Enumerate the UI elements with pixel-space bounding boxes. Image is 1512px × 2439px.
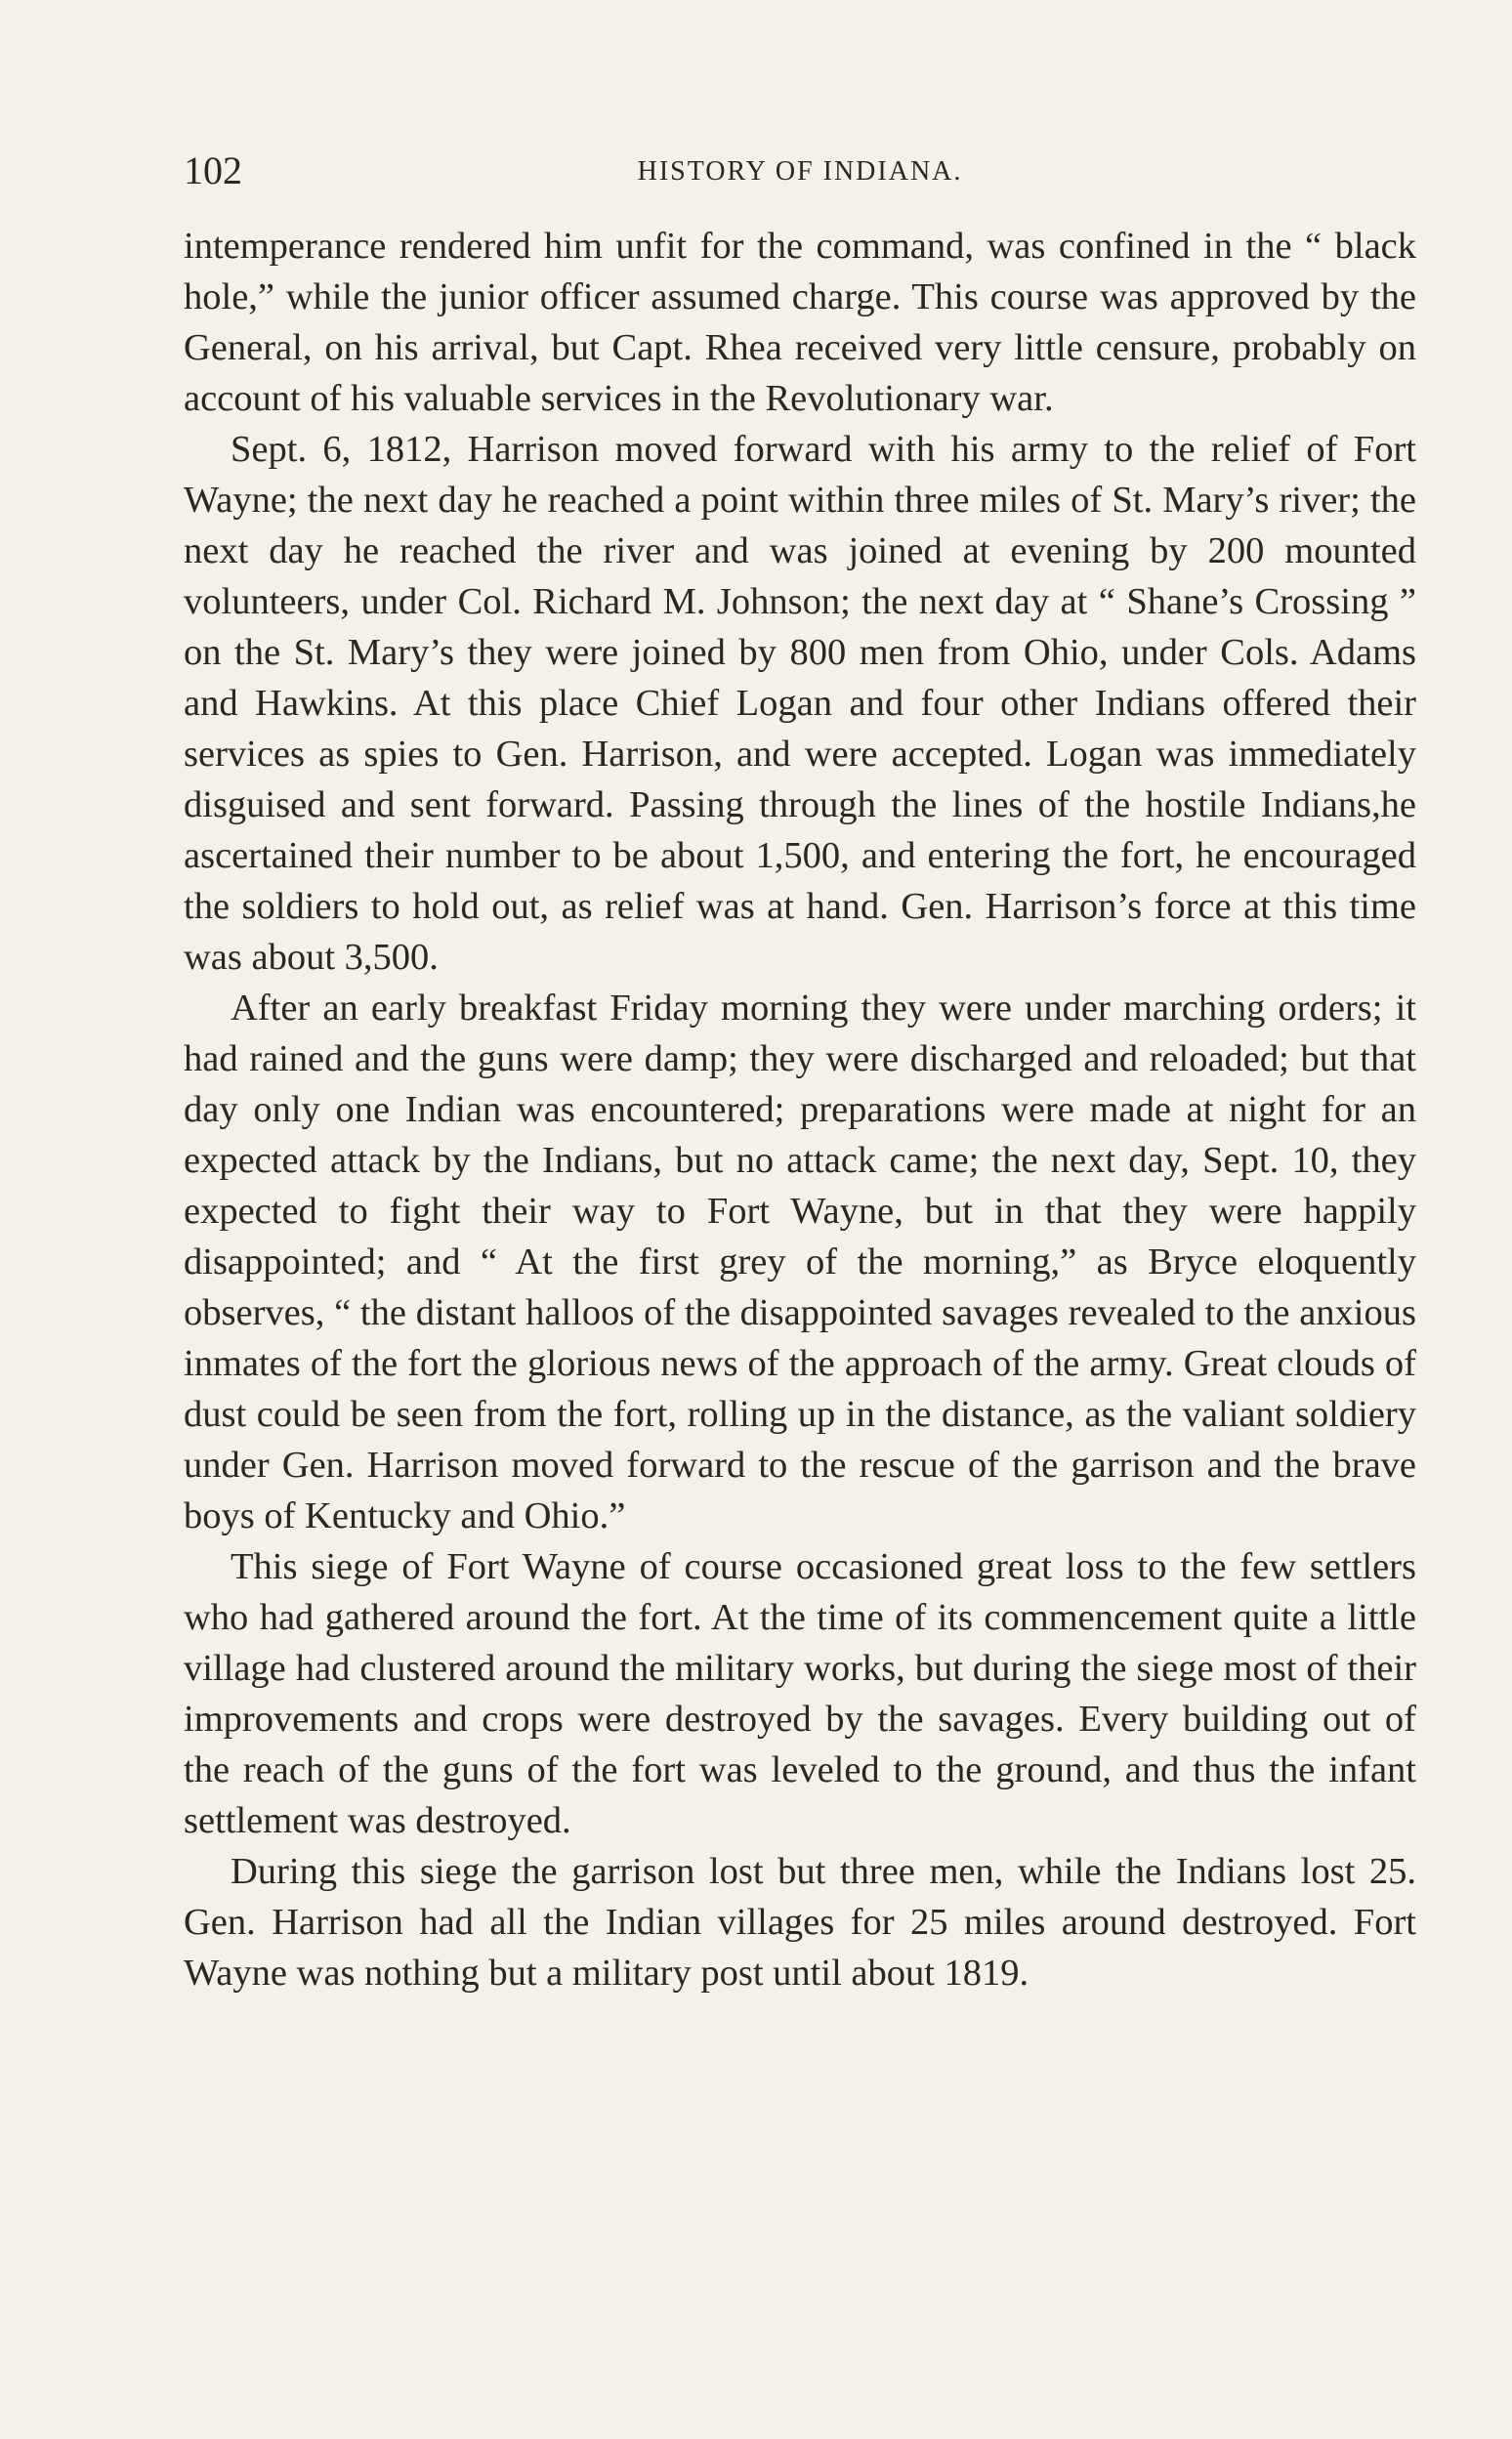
paragraph-siege-losses: This siege of Fort Wayne of course occasioned great loss to the few settlers who had gathered around the fort. At the time of its commencement quite a little village had clustered around the military works, but during the siege most of their improvements and crops were destroyed by the savages. Every building out of the reach of the guns of the fort was leveled to the ground, and thus the infant settlement was destroyed. [184, 1546, 1416, 1841]
running-head: HISTORY OF INDIANA. [637, 156, 963, 187]
page-header [184, 147, 1416, 195]
paragraph-garrison-losses: During this siege the garrison lost but three men, while the Indians lost 25. Gen. Harrison had all the Indian villages for 25 miles around destroyed. Fort Wayne was nothing but a military post until about 1819. [184, 1851, 1416, 1994]
paragraph-continuation: intemperance rendered him unfit for the command, was confined in the “ black hole,” while the junior officer assumed charge. This course was approved by the General, on his arrival, but Capt. Rhea received very little censure, probably on account of his valuable services in the Revolutionary war. [184, 226, 1416, 419]
page-number: 102 [184, 148, 242, 192]
paragraph-relief-of-fort: After an early breakfast Friday morning they were under marching orders; it had rained and the guns were damp; they were discharged and reloaded; but that day only one Indian was encountered; preparations were made at night for an expected attack by the Indians, but no attack came; the next day, Sept. 10, they expected to fight their way to Fort Wayne, but in that they were happily disappointed; and “ At the first grey of the morning,” as Bryce eloquently observes, “ the distant halloos of the disappointed savages revealed to the anxious inmates of the fort the glorious news of the approach of the army. Great clouds of dust could be seen from the fort, rolling up in the distance, as the valiant soldiery under Gen. Harrison moved forward to the rescue of the garrison and the brave boys of Kentucky and Ohio.” [184, 988, 1416, 1536]
paragraph-harrison-march: Sept. 6, 1812, Harrison moved forward with his army to the relief of Fort Wayne; the next day he reached a point within three miles of St. Mary’s river; the next day he reached the river and was joined at evening by 200 mounted volunteers, under Col. Richard M. Johnson; the next day at “ Shane’s Crossing ” on the St. Mary’s they were joined by 800 men from Ohio, under Cols. Adams and Hawkins. At this place Chief Logan and four other Indians offered their services as spies to Gen. Harrison, and were accepted. Logan was immediately disguised and sent forward. Passing through the lines of the hostile Indians,he ascertained their number to be about 1,500, and entering the fort, he encouraged the soldiers to hold out, as relief was at hand. Gen. Harrison’s force at this time was about 3,500. [184, 429, 1416, 978]
body-text [184, 221, 1416, 1998]
